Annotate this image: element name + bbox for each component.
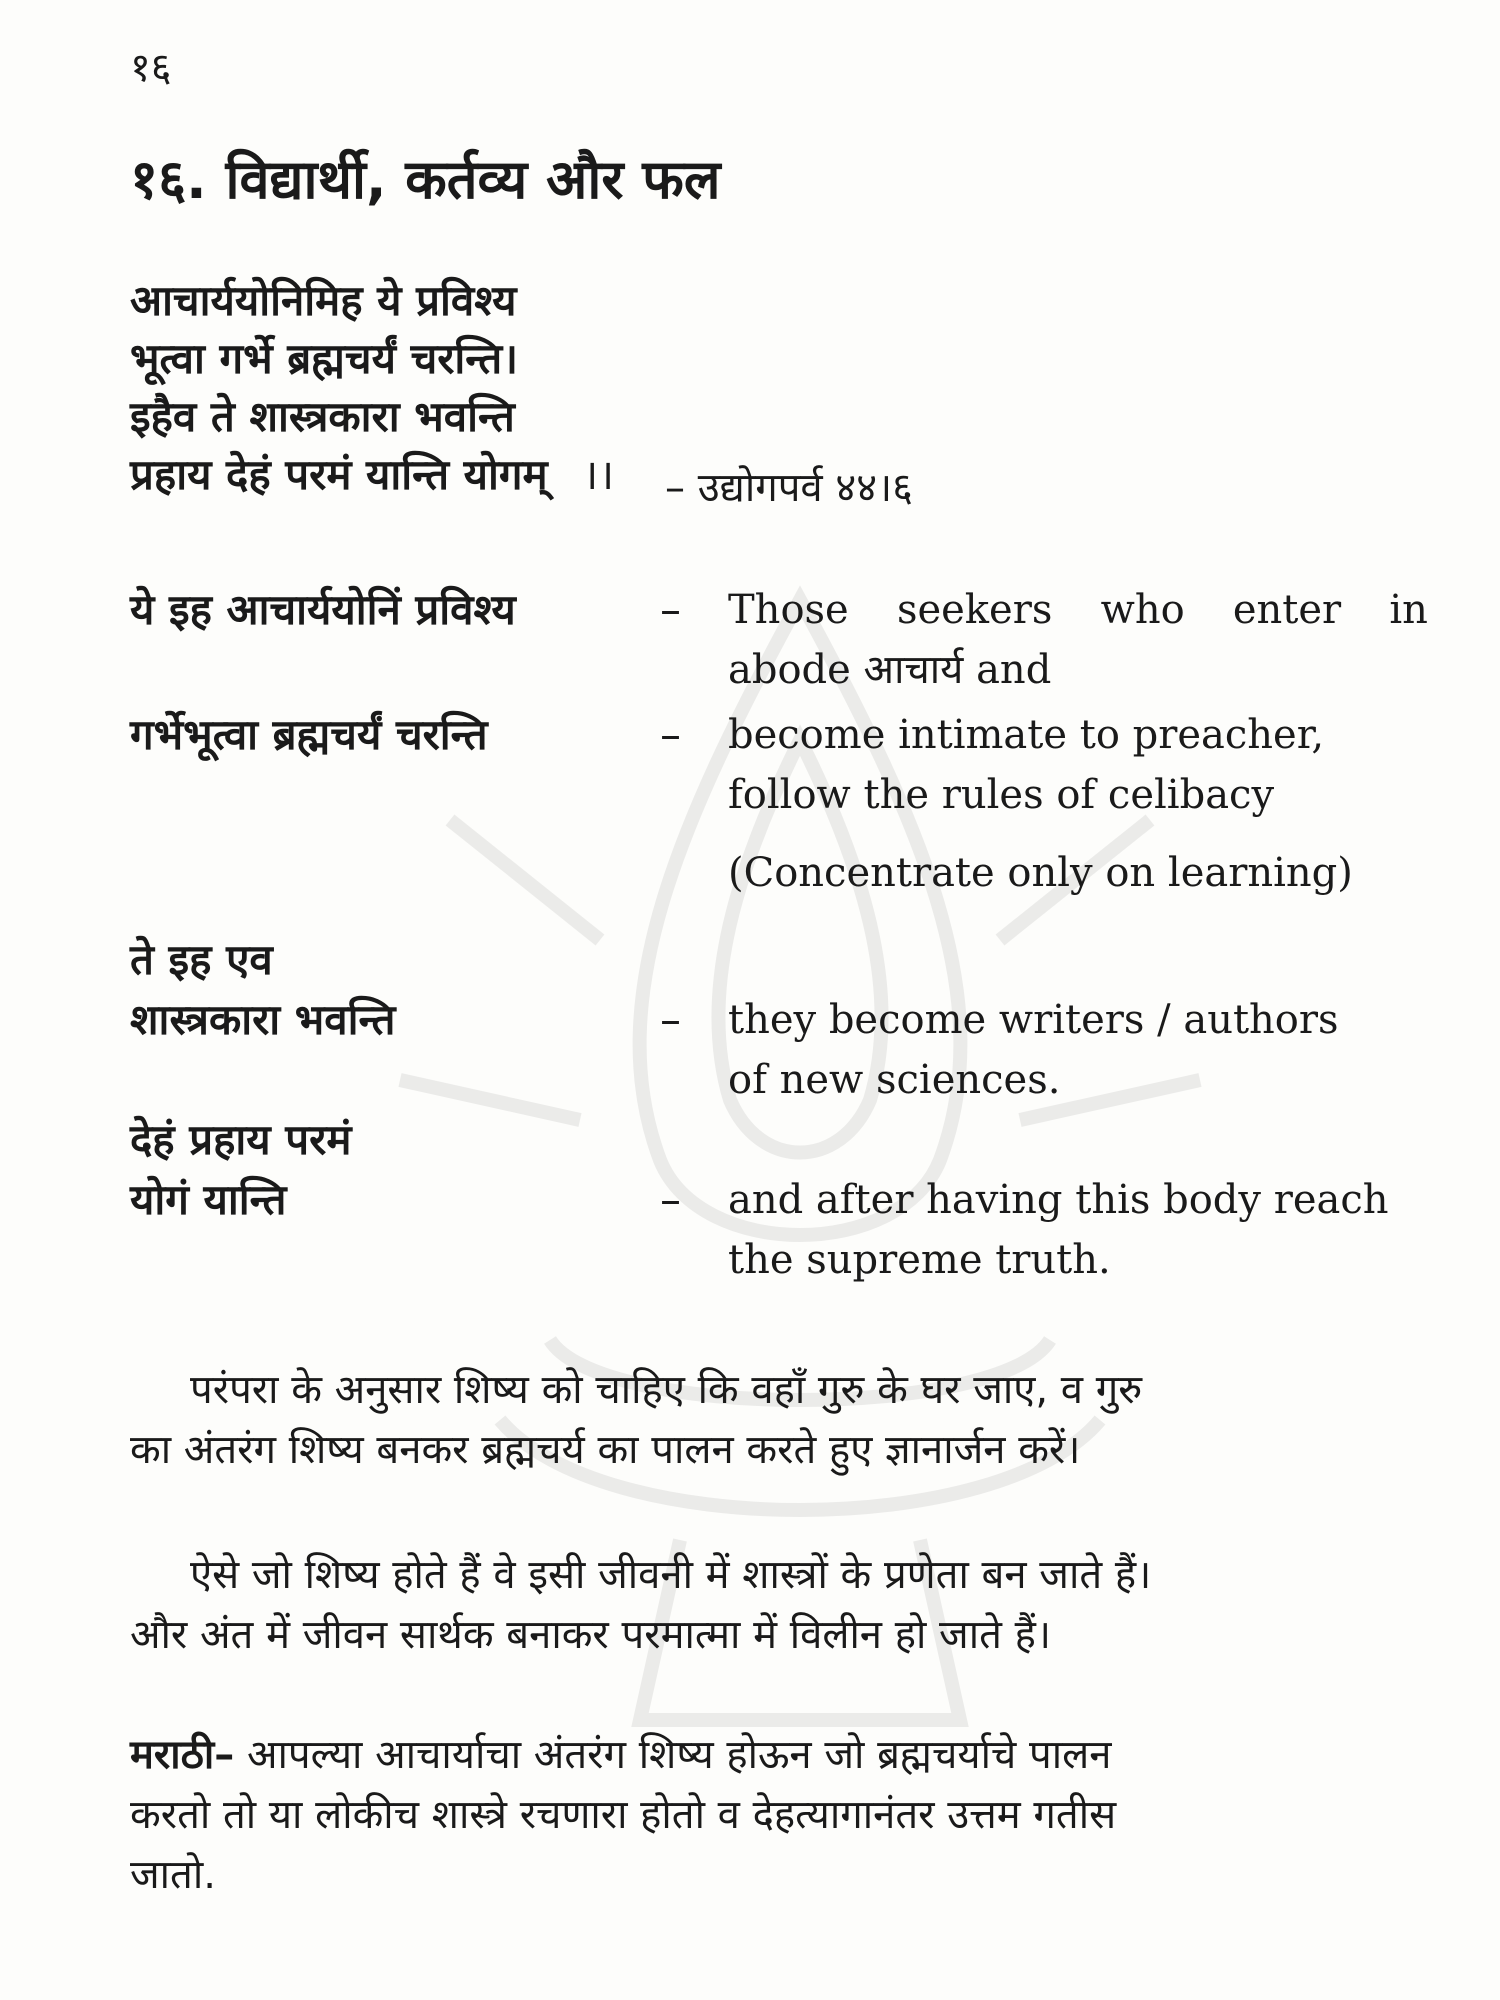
page-number: १६ xyxy=(130,45,172,91)
gloss-dash: – xyxy=(660,585,681,634)
verse-line: इहैव ते शास्त्रकारा भवन्ति xyxy=(130,392,515,441)
chapter-title: १६. विद्यार्थी, कर्तव्य और फल xyxy=(130,148,721,211)
paragraph-line: जातो. xyxy=(130,1852,216,1898)
gloss-sanskrit: शास्त्रकारा भवन्ति xyxy=(130,995,396,1044)
verse-line: भूत्वा गर्भे ब्रह्मचर्यं चरन्ति। xyxy=(130,334,519,383)
gloss-sanskrit: योगं यान्ति xyxy=(130,1175,287,1224)
verse-line xyxy=(130,446,614,504)
marathi-label: मराठी– xyxy=(130,1732,235,1778)
gloss-dash: – xyxy=(660,995,681,1044)
gloss-english xyxy=(728,580,1428,700)
gloss-english-line: become intimate to preacher, xyxy=(728,712,1325,758)
verse-end-mark: ।। xyxy=(582,450,615,499)
word: in xyxy=(1389,587,1428,633)
gloss-sanskrit: ये इह आचार्ययोनिं प्रविश्य xyxy=(130,585,516,634)
paragraph-line: और अंत में जीवन सार्थक बनाकर परमात्मा में विलीन हो जाते हैं। xyxy=(130,1612,1051,1658)
verse-source: – उद्योगपर्व ४४।६ xyxy=(665,465,913,511)
marathi-paragraph xyxy=(130,1725,1410,1905)
hindi-paragraph xyxy=(130,1360,1410,1480)
gloss-english-line: follow the rules of celibacy xyxy=(728,772,1275,818)
hindi-paragraph xyxy=(130,1545,1410,1665)
verse-line-text: प्रहाय देहं परमं यान्ति योगम् xyxy=(130,450,548,499)
gloss-english-line: (Concentrate only on learning) xyxy=(728,850,1353,896)
paragraph-line xyxy=(130,1725,1410,1785)
gloss-dash: – xyxy=(660,1175,681,1224)
marathi-text: आपल्या आचार्याचा अंतरंग शिष्य होऊन जो ब्रह्मचर्याचे पालन xyxy=(246,1732,1112,1778)
paragraph-line: करतो तो या लोकीच शास्त्रे रचणारा होतो व देहत्यागानंतर उत्तम गतीस xyxy=(130,1792,1117,1838)
paragraph-line: का अंतरंग शिष्य बनकर ब्रह्मचर्य का पालन करते हुए ज्ञानार्जन करें। xyxy=(130,1427,1081,1473)
word: enter xyxy=(1232,587,1342,633)
gloss-english-line: the supreme truth. xyxy=(728,1237,1111,1283)
gloss-sanskrit: ते इह एव xyxy=(130,935,273,984)
sanskrit-verse xyxy=(130,272,614,504)
gloss-dash: – xyxy=(660,710,681,759)
verse-line: आचार्ययोनिमिह ये प्रविश्य xyxy=(130,276,517,325)
gloss-english xyxy=(728,1170,1428,1290)
gloss-english-line: abode आचार्य and xyxy=(728,647,1052,693)
gloss-english-line xyxy=(728,580,1428,640)
gloss-sanskrit: देहं प्रहाय परमं xyxy=(130,1115,352,1164)
gloss-english xyxy=(728,990,1428,1110)
word: seekers xyxy=(896,587,1053,633)
gloss-english-line: they become writers / authors xyxy=(728,997,1339,1043)
gloss-english-line: and after having this body reach xyxy=(728,1177,1389,1223)
gloss-sanskrit: गर्भेभूत्वा ब्रह्मचर्यं चरन्ति xyxy=(130,710,488,759)
word: who xyxy=(1100,587,1185,633)
paragraph-line: ऐसे जो शिष्य होते हैं वे इसी जीवनी में शास्त्रों के प्रणेता बन जाते हैं। xyxy=(190,1552,1152,1598)
gloss-english xyxy=(728,705,1428,903)
word: Those xyxy=(728,587,849,633)
paragraph-line: परंपरा के अनुसार शिष्य को चाहिए कि वहाँ गुरु के घर जाए, व गुरु xyxy=(190,1367,1143,1413)
gloss-english-line: of new sciences. xyxy=(728,1057,1061,1103)
